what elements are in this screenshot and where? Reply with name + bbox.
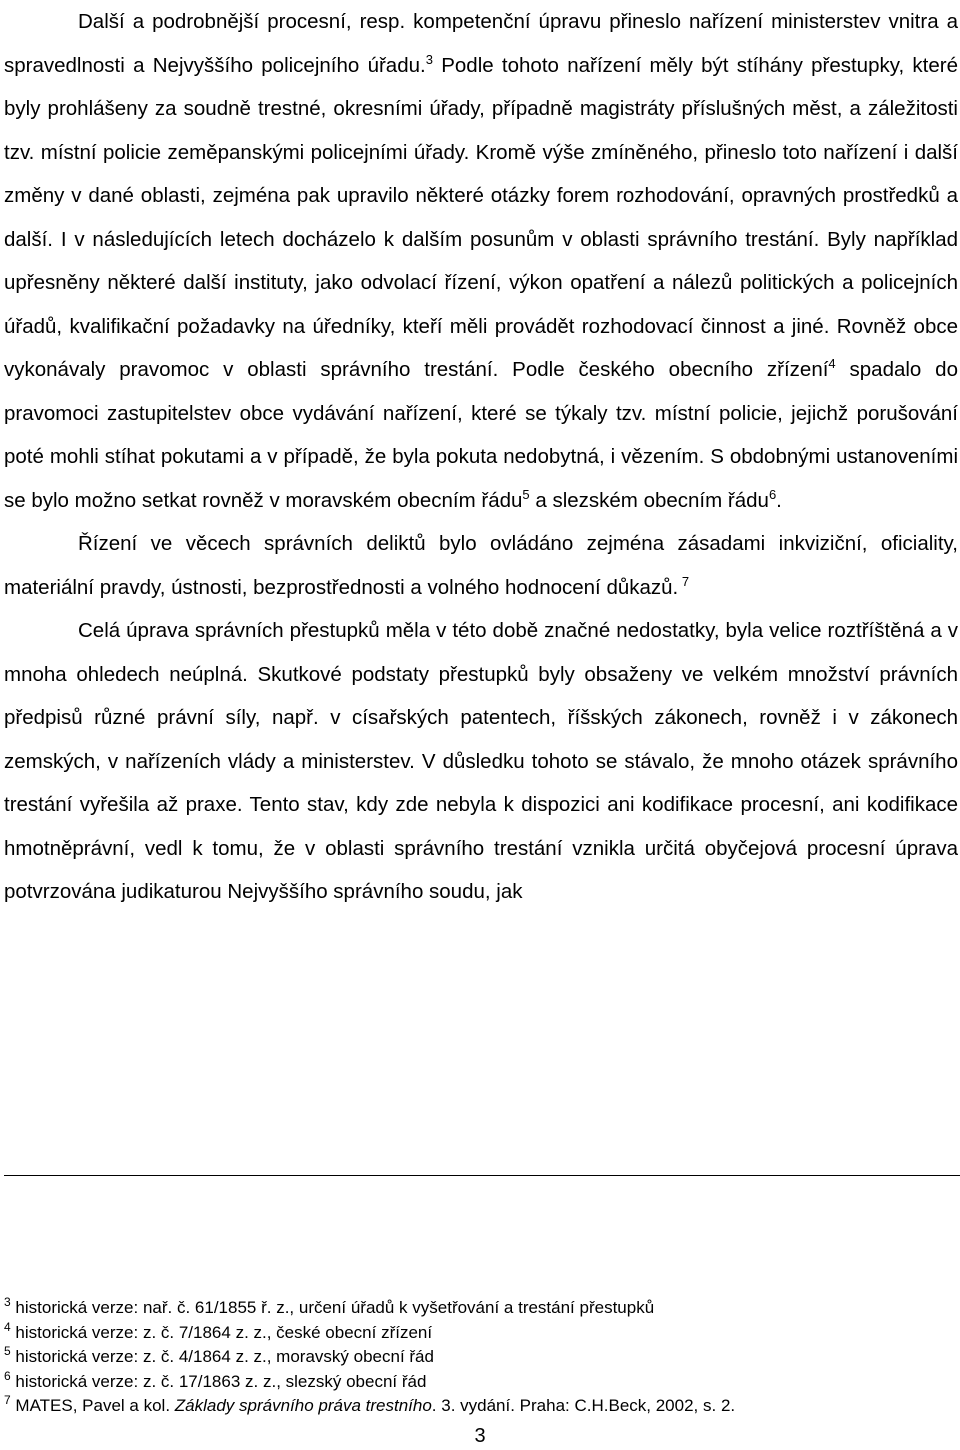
paragraph-1 [4,0,958,522]
footnote-text: historická verze: nař. č. 61/1855 ř. z., určení úřadů k vyšetřování a trestání přestupků [10,1298,655,1317]
footnote-5 [4,1345,954,1370]
footnote-text: historická verze: z. č. 4/1864 z. z., moravský obecní řád [10,1347,434,1366]
footnote-marker: 3 [425,51,433,67]
paragraph-2 [4,522,958,609]
footnote-number: 6 [4,1368,11,1383]
footnote-3 [4,1296,954,1321]
text-run: Další a podrobnější procesní, resp. kompetenční úpravu přineslo nařízení ministerstev vnitra a spravedlnosti a Nejvyššího policejního úřadu. [4,10,958,77]
footnote-separator [4,1175,960,1176]
footnote-text: historická verze: z. č. 7/1864 z. z., české obecní zřízení [10,1322,433,1342]
footnote-marker: 7 [678,573,690,589]
text-run: a slezském obecním řádu [529,488,769,512]
footnote-text: MATES, Pavel a kol. [10,1396,175,1415]
footnote-book-title: Základy správního práva trestního [174,1396,432,1415]
footnote-marker: 6 [768,486,777,502]
body-text [4,0,958,914]
text-run: Celá úprava správních přestupků měla v této době značné nedostatky, byla velice roztříštěná a v mnoha ohledech neúplná. Skutkové podstaty přestupků byly obsaženy ve velkém množství právních předpisů různé právní síly, např. v císařských patentech, říšských zákonech, rovněž i v zákonech zemských, v nařízeních vlády a ministerstev. V důsledku tohoto se stávalo, že mnoho otázek správního trestání vyřešila až praxe. Tento stav, kdy zde nebyla k dispozici ani kodifikace procesní, ani kodifikace hmotněprávní, vedl k tomu, že v oblasti správního trestání vznikla určitá obyčejová procesní úprava potvrzována judikaturou Nejvyššího správního soudu, jak [4,619,958,903]
footnotes [4,1296,954,1419]
footnote-number: 3 [4,1295,11,1309]
footnote-text: historická verze: z. č. 17/1863 z. z., slezský obecní řád [10,1371,427,1391]
footnote-number: 5 [4,1344,11,1358]
footnote-number: 4 [4,1319,11,1334]
footnote-6 [4,1370,954,1395]
footnote-number: 7 [4,1393,11,1407]
footnote-marker: 4 [828,356,836,371]
footnote-text-after: . 3. vydání. Praha: C.H.Beck, 2002, s. 2. [431,1396,736,1415]
text-run: . [776,488,782,512]
paragraph-3 [4,609,958,914]
text-run: Řízení ve věcech správních deliktů bylo ovládáno zejména zásadami inkviziční, oficiality, materiální pravdy, ústnosti, bezprostřednosti a volného hodnocení důkazů. [4,532,958,599]
text-run: Podle tohoto nařízení měly být stíhány přestupky, které byly prohlášeny za soudně trestné, okresními úřady, případně magistráty příslušných měst, a záležitosti tzv. místní policie zeměpanskými policejními úřady. Kromě výše zmíněného, přineslo toto nařízení i další změny v dané oblasti, zejména pak upravilo některé otázky forem rozhodování, opravných prostředků a další. I v následujících letech docházelo k dalším posunům v oblasti správního trestání. Byly například upřesněny některé další instituty, jako odvolací řízení, výkon opatření a nálezů politických a policejních úřadů, kvalifikační požadavky na úředníky, kteří měli provádět rozhodovací činnost a jiné. Rovněž obce vykonávaly pravomoc v oblasti správního trestání. Podle českého obecního zřízení [4,53,958,381]
footnote-7 [4,1394,954,1419]
text-run: spadalo do pravomoci zastupitelstev obce vydávání nařízení, které se týkaly tzv. místní policie, jejichž porušování poté mohli stíhat pokutami a v případě, že byla pokuta nedobytná, i vězením. S obdobnými ustanoveními se bylo možno setkat rovněž v moravském obecním řádu [4,358,958,512]
page-number: 3 [474,1425,486,1447]
footnote-marker: 5 [522,486,530,502]
footnote-4 [4,1321,954,1346]
